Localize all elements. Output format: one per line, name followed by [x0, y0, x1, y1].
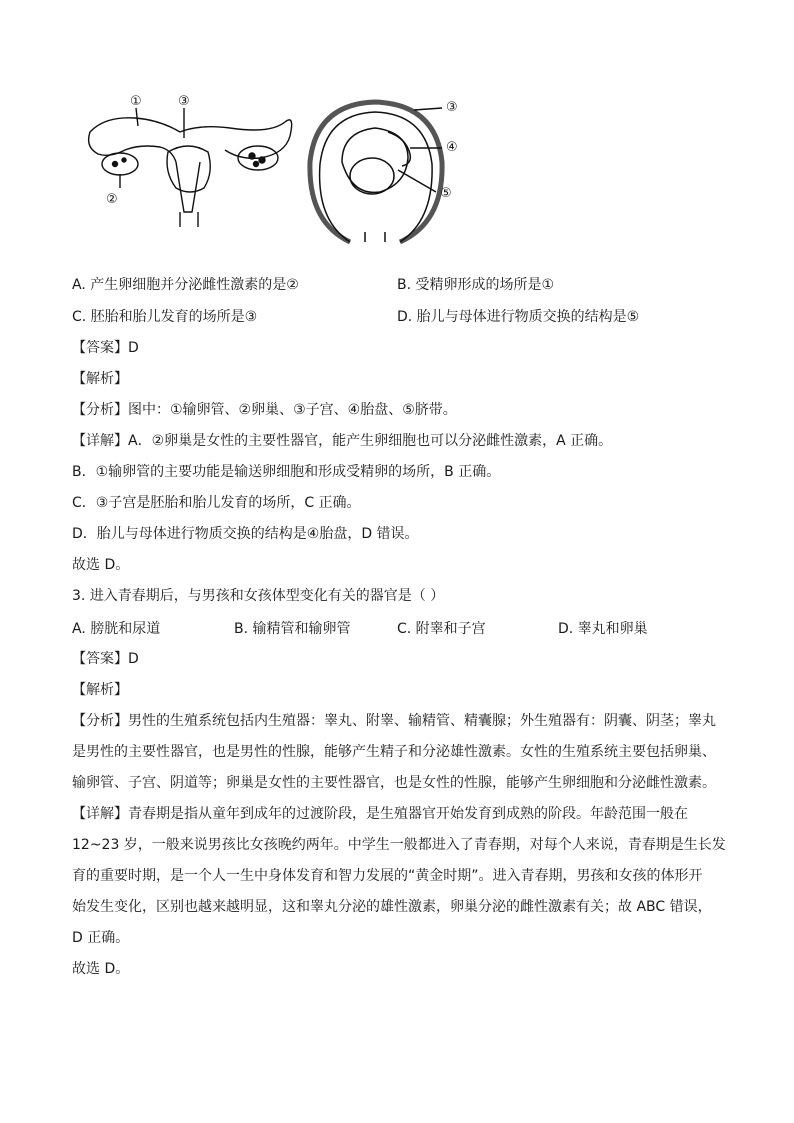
- figure-right-label-4: ④: [446, 140, 458, 155]
- q2-option-b: B. 受精卵形成的场所是①: [397, 277, 555, 293]
- q3-option-c: C. 附睾和子宫: [397, 621, 486, 637]
- q3-analysis-line: 【详解】青春期是指从童年到成年的过渡阶段，是生殖器官开始发育到成熟的阶段。年龄范围一般在: [72, 806, 688, 822]
- q2-option-a: A. 产生卵细胞并分泌雌性激素的是②: [72, 277, 299, 293]
- q2-analysis-line: B．①输卵管的主要功能是输送卵细胞和形成受精卵的场所，B 正确。: [72, 464, 501, 480]
- q3-option-d: D. 睾丸和卵巢: [558, 621, 648, 637]
- reproductive-system-drawing: [80, 92, 470, 252]
- q2-analysis-line: D．胎儿与母体进行物质交换的结构是④胎盘，D 错误。: [72, 526, 419, 542]
- q2-analysis-line: C．③子宫是胚胎和胎儿发育的场所，C 正确。: [72, 495, 361, 511]
- figure-left-label-1: ①: [130, 94, 142, 109]
- q3-stem: 3. 进入青春期后，与男孩和女孩体型变化有关的器官是（ ）: [72, 588, 445, 604]
- q2-analysis-line: 【分析】图中：①输卵管、②卵巢、③子宫、④胎盘、⑤脐带。: [72, 402, 457, 418]
- q3-analysis-line: D 正确。: [72, 930, 130, 946]
- figure-right-label-5: ⑤: [440, 186, 452, 201]
- q2-option-d: D. 胎儿与母体进行物质交换的结构是⑤: [397, 309, 640, 325]
- q3-analysis-line: 育的重要时期，是一个人一生中身体发育和智力发展的“黄金时期”。进入青春期，男孩和女孩的体形开: [72, 868, 703, 884]
- q2-option-c: C. 胚胎和胎儿发育的场所是③: [72, 309, 258, 325]
- q3-analysis-line: 是男性的主要性器官，也是男性的性腺，能够产生精子和分泌雄性激素。女性的生殖系统主要包括卵巢、: [72, 744, 716, 760]
- q2-analysis-heading: 【解析】: [72, 371, 128, 387]
- q3-answer: 【答案】D: [72, 651, 139, 667]
- figure-left-label-3: ③: [178, 94, 190, 109]
- q3-analysis-line: 始发生变化，区别也越来越明显，这和睾丸分泌的雄性激素，卵巢分泌的雌性激素有关；故 ABC 错误，: [72, 899, 712, 915]
- q3-analysis-line: 【分析】男性的生殖系统包括内生殖器：睾丸、附睾、输精管、精囊腺；外生殖器有：阴囊、阴茎；睾丸: [72, 713, 716, 729]
- figure-right-label-3: ③: [446, 100, 458, 115]
- q2-answer: 【答案】D: [72, 340, 139, 356]
- q3-option-b: B. 输精管和输卵管: [234, 621, 351, 637]
- q3-option-a: A. 膀胱和尿道: [72, 621, 161, 637]
- q3-conclusion: 故选 D。: [72, 961, 130, 977]
- q3-analysis-heading: 【解析】: [72, 682, 128, 698]
- q2-conclusion: 故选 D。: [72, 557, 130, 573]
- anatomy-figure: [80, 92, 470, 252]
- q2-analysis-line: 【详解】A．②卵巢是女性的主要性器官，能产生卵细胞也可以分泌雌性激素，A 正确。: [72, 433, 613, 449]
- figure-left-label-2: ②: [106, 192, 118, 207]
- q3-analysis-line: 12~23 岁，一般来说男孩比女孩晚约两年。中学生一般都进入了青春期，对每个人来说，青春期是生长发: [72, 837, 726, 853]
- q3-analysis-line: 输卵管、子宫、阴道等；卵巢是女性的主要性器官，也是女性的性腺，能够产生卵细胞和分泌雌性激素。: [72, 775, 716, 791]
